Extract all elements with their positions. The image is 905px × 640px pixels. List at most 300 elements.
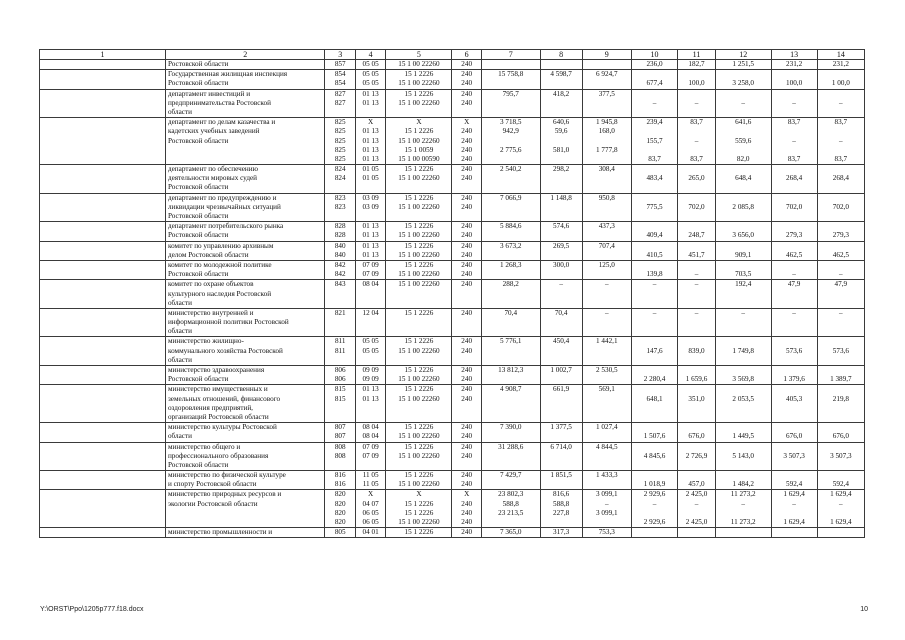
year-amount-1-cell — [540, 89, 582, 118]
year-amount-7-cell — [817, 193, 864, 222]
ministry-code: 825 — [334, 136, 346, 145]
year-amount-6 — [774, 242, 815, 251]
recipient-name: Ростовской области — [167, 270, 229, 279]
year-amount-1 — [543, 290, 580, 299]
year-amount-5-cell — [715, 89, 771, 118]
year-amount-5 — [718, 194, 769, 203]
section-code: 09 09 — [362, 366, 379, 374]
recipient-name: Государственная жилищная инспекция — [167, 70, 288, 79]
recipient-name-cell — [165, 308, 325, 337]
table-row — [40, 222, 865, 241]
column-number: 2 — [165, 50, 325, 60]
total-amount — [484, 347, 538, 356]
expense-type-code: 240 — [461, 308, 473, 317]
section-code-cell — [355, 241, 385, 260]
year-amount-3: 2 280,4 — [643, 375, 666, 384]
year-amount-2 — [585, 108, 629, 117]
year-amount-4 — [680, 509, 713, 518]
expense-type-code-cell — [452, 118, 481, 165]
target-article-code-cell — [386, 490, 452, 528]
row-number — [42, 90, 163, 99]
year-amount-1: 1 148,8 — [550, 193, 572, 202]
year-amount-6-cell — [771, 165, 817, 194]
row-number — [42, 471, 163, 480]
year-amount-6-cell — [771, 308, 817, 337]
year-amount-3-cell — [631, 89, 677, 118]
ministry-code: 806 — [334, 375, 346, 384]
year-amount-6-cell — [771, 70, 817, 89]
year-amount-6 — [774, 461, 815, 470]
recipient-name: департамент инвестиций и — [167, 89, 251, 98]
page-number: 10 — [860, 606, 868, 613]
year-amount-7 — [820, 366, 862, 375]
section-code: 08 04 — [362, 423, 379, 432]
ministry-code-cell — [325, 385, 355, 423]
year-amount-5: 82,0 — [736, 154, 750, 163]
recipient-name: области — [167, 355, 192, 364]
row-number — [42, 327, 163, 336]
year-amount-5: – — [741, 308, 745, 317]
total-amount-cell — [481, 60, 540, 70]
year-amount-6-cell — [771, 528, 817, 538]
expense-type-code-cell — [452, 337, 481, 366]
recipient-name: Ростовской области — [167, 183, 229, 192]
target-article-code: 15 1 00 22260 — [398, 136, 440, 145]
row-number-cell — [40, 385, 166, 423]
recipient-name-cell — [165, 423, 325, 442]
total-amount-cell — [481, 337, 540, 366]
total-amount-cell — [481, 118, 540, 165]
row-number — [42, 231, 163, 240]
year-amount-3-cell — [631, 193, 677, 222]
year-amount-4-cell — [678, 222, 716, 241]
year-amount-1 — [543, 270, 580, 279]
year-amount-1 — [543, 404, 580, 413]
year-amount-3: 139,8 — [646, 270, 663, 279]
year-amount-3 — [634, 404, 675, 413]
year-amount-3: 83,7 — [648, 154, 661, 163]
year-amount-1 — [543, 212, 580, 221]
column-number: 14 — [817, 50, 864, 60]
expense-type-code: 240 — [461, 165, 473, 174]
year-amount-3 — [634, 165, 675, 174]
ministry-code-cell — [325, 89, 355, 118]
year-amount-1 — [543, 203, 580, 212]
year-amount-4: 1 659,6 — [685, 375, 708, 384]
total-amount — [484, 270, 538, 279]
target-article-code: 15 1 2226 — [404, 260, 434, 269]
year-amount-5: 2 085,8 — [732, 202, 754, 211]
column-number: 4 — [355, 50, 385, 60]
section-code: 01 13 — [362, 385, 379, 394]
table-row — [40, 528, 865, 538]
year-amount-5: 1 749,8 — [732, 346, 754, 355]
column-number: 13 — [771, 50, 817, 60]
year-amount-5: 1 251,5 — [732, 60, 754, 68]
ministry-code: 842 — [334, 270, 346, 279]
year-amount-5-cell — [715, 366, 771, 385]
target-article-code-cell — [386, 337, 452, 366]
ministry-code: 827 — [334, 89, 346, 98]
year-amount-6: 83,7 — [787, 154, 801, 163]
year-amount-1 — [543, 347, 580, 356]
year-amount-6-cell — [771, 366, 817, 385]
year-amount-4-cell — [678, 366, 716, 385]
expense-type-code: 240 — [461, 480, 473, 489]
target-article-code-cell — [386, 241, 452, 260]
year-amount-6: 231,2 — [786, 60, 803, 68]
row-number — [42, 70, 163, 79]
section-code-cell — [355, 337, 385, 366]
year-amount-6: 405,3 — [786, 394, 803, 403]
section-code-cell — [355, 280, 385, 309]
year-amount-5 — [718, 165, 769, 174]
target-article-code: 15 1 2226 — [404, 508, 434, 517]
year-amount-7-cell — [817, 260, 864, 279]
year-amount-5-cell — [715, 442, 771, 471]
year-amount-5-cell — [715, 193, 771, 222]
recipient-name — [168, 155, 323, 164]
target-article-code: 15 1 2226 — [404, 442, 434, 451]
section-code: 07 09 — [362, 451, 379, 460]
year-amount-3 — [634, 299, 675, 308]
total-amount — [484, 231, 538, 240]
table-row — [40, 118, 865, 165]
year-amount-4: 702,0 — [688, 202, 705, 211]
year-amount-6: 279,3 — [786, 231, 803, 240]
ministry-code: 805 — [334, 528, 346, 537]
year-amount-5 — [718, 183, 769, 192]
year-amount-3 — [634, 261, 675, 270]
year-amount-4 — [680, 183, 713, 192]
year-amount-3: 147,6 — [646, 346, 663, 355]
year-amount-3-cell — [631, 308, 677, 337]
year-amount-6 — [774, 212, 815, 221]
target-article-code — [388, 404, 449, 413]
year-amount-1: 588,8 — [553, 499, 570, 508]
year-amount-1 — [543, 452, 580, 461]
recipient-name-cell — [165, 118, 325, 165]
year-amount-6-cell — [771, 60, 817, 70]
year-amount-4-cell — [678, 423, 716, 442]
row-number — [42, 251, 163, 260]
year-amount-6: 592,4 — [786, 480, 803, 489]
year-amount-1 — [543, 395, 580, 404]
target-article-code: 15 1 2226 — [404, 165, 434, 174]
row-number-cell — [40, 308, 166, 337]
year-amount-1-cell — [540, 337, 582, 366]
recipient-name: Ростовской области — [167, 60, 229, 68]
year-amount-2 — [585, 270, 629, 279]
year-amount-7 — [820, 222, 862, 231]
year-amount-5 — [718, 290, 769, 299]
year-amount-6 — [774, 471, 815, 480]
recipient-name: комитет по управлению архивным — [167, 241, 274, 250]
recipient-name-cell — [165, 490, 325, 528]
year-amount-7 — [820, 385, 862, 394]
target-article-code-cell — [386, 366, 452, 385]
expense-type-code: 240 — [461, 518, 473, 526]
year-amount-3 — [634, 183, 675, 192]
year-amount-2: 3 099,1 — [595, 490, 618, 499]
total-amount-cell — [481, 165, 540, 194]
recipient-name-cell — [165, 260, 325, 279]
row-number-cell — [40, 89, 166, 118]
year-amount-5: 703,5 — [735, 270, 752, 279]
recipient-name: министерство природных ресурсов и — [167, 490, 282, 499]
expense-type-code: 240 — [461, 471, 473, 480]
year-amount-6 — [774, 327, 815, 336]
document-page — [39, 49, 865, 538]
year-amount-7: 592,4 — [832, 480, 849, 489]
total-amount: 15 758,8 — [498, 70, 524, 79]
column-number: 11 — [678, 50, 716, 60]
year-amount-6 — [774, 90, 815, 99]
column-number: 5 — [386, 50, 452, 60]
year-amount-1: 227,8 — [553, 508, 570, 517]
year-amount-1-cell — [540, 260, 582, 279]
recipient-name-cell — [165, 241, 325, 260]
year-amount-4 — [680, 337, 713, 346]
expense-type-code — [454, 404, 478, 413]
ministry-code — [327, 183, 352, 192]
row-number-cell — [40, 528, 166, 538]
total-amount-cell — [481, 70, 540, 89]
total-amount-cell — [481, 442, 540, 471]
year-amount-2 — [585, 518, 629, 527]
year-amount-5 — [718, 404, 769, 413]
year-amount-5 — [718, 471, 769, 480]
recipient-name: департамент по предупреждению и — [167, 193, 277, 202]
section-code-cell — [355, 490, 385, 528]
total-amount: 7 390,0 — [499, 423, 522, 432]
section-code: 03 09 — [362, 202, 379, 211]
year-amount-6: 83,7 — [787, 118, 801, 127]
ministry-code — [327, 318, 352, 327]
year-amount-5 — [718, 299, 769, 308]
recipient-name-cell — [165, 280, 325, 309]
expense-type-code: 240 — [461, 145, 473, 154]
year-amount-5 — [718, 90, 769, 99]
year-amount-7-cell — [817, 222, 864, 241]
row-number — [42, 318, 163, 327]
table-row — [40, 471, 865, 490]
year-amount-2: – — [604, 280, 609, 289]
year-amount-3 — [634, 146, 675, 155]
row-number — [42, 79, 163, 88]
ministry-code: 825 — [334, 145, 346, 154]
recipient-name: профессионального образования — [167, 451, 269, 460]
target-article-code-cell — [386, 260, 452, 279]
year-amount-3-cell — [631, 70, 677, 89]
year-amount-6-cell — [771, 490, 817, 528]
expense-type-code-cell — [452, 70, 481, 89]
year-amount-1: 581,0 — [553, 145, 570, 154]
year-amount-1-cell — [540, 165, 582, 194]
target-article-code-cell — [386, 528, 452, 538]
year-amount-5 — [718, 385, 769, 394]
year-amount-1-cell — [540, 471, 582, 490]
year-amount-1-cell — [540, 442, 582, 471]
section-code-cell — [355, 222, 385, 241]
year-amount-4-cell — [678, 89, 716, 118]
recipient-name: области — [167, 107, 192, 116]
ministry-code-cell — [325, 193, 355, 222]
target-article-code: 15 1 00 22260 — [398, 98, 440, 107]
ministry-code — [327, 108, 352, 117]
row-number-cell — [40, 442, 166, 471]
year-amount-3 — [634, 461, 675, 470]
total-amount: 13 812,3 — [498, 366, 524, 374]
section-code — [358, 290, 383, 299]
year-amount-1-cell — [540, 60, 582, 70]
recipient-name: кадетских учебных заведений — [167, 127, 260, 136]
year-amount-5: 3 258,0 — [732, 79, 754, 88]
total-amount — [484, 318, 538, 327]
year-amount-2 — [585, 452, 629, 461]
target-article-code: 15 1 2226 — [404, 193, 434, 202]
row-number — [42, 490, 163, 499]
year-amount-1 — [543, 461, 580, 470]
expense-type-code: 240 — [461, 60, 473, 68]
recipient-name-cell — [165, 60, 325, 70]
year-amount-7-cell — [817, 308, 864, 337]
expense-type-code: X — [464, 118, 470, 127]
recipient-name-cell — [165, 471, 325, 490]
recipient-name — [168, 518, 323, 527]
year-amount-1 — [543, 183, 580, 192]
recipient-name — [168, 146, 323, 155]
total-amount: 5 884,6 — [499, 222, 522, 231]
year-amount-6: 1 629,4 — [783, 518, 805, 526]
target-article-code — [388, 290, 449, 299]
expense-type-code: 240 — [461, 366, 473, 374]
year-amount-7: – — [839, 270, 843, 279]
total-amount — [484, 518, 538, 527]
year-amount-2: 753,3 — [598, 528, 615, 537]
expense-type-code: 240 — [461, 231, 473, 240]
section-code: 01 13 — [362, 136, 379, 145]
expense-type-code: 240 — [461, 174, 473, 183]
year-amount-4: 100,0 — [688, 79, 705, 88]
year-amount-5: 909,1 — [735, 250, 752, 259]
year-amount-3: 236,0 — [646, 60, 663, 68]
year-amount-3: 409,4 — [646, 231, 663, 240]
year-amount-6: – — [792, 270, 796, 279]
year-amount-7-cell — [817, 366, 864, 385]
year-amount-6 — [774, 222, 815, 231]
section-code: 08 04 — [362, 432, 379, 441]
year-amount-6: – — [792, 136, 796, 145]
year-amount-6 — [774, 366, 815, 375]
year-amount-3-cell — [631, 366, 677, 385]
section-code — [358, 356, 383, 365]
year-amount-7 — [820, 70, 862, 79]
year-amount-7 — [820, 183, 862, 192]
section-code: 11 05 — [362, 471, 379, 480]
expense-type-code-cell — [452, 260, 481, 279]
year-amount-3-cell — [631, 241, 677, 260]
year-amount-6 — [774, 528, 815, 537]
section-code: 05 05 — [362, 70, 379, 79]
row-number-cell — [40, 60, 166, 70]
row-number — [42, 212, 163, 221]
year-amount-3 — [634, 337, 675, 346]
year-amount-1: 661,9 — [553, 385, 570, 394]
year-amount-5: 648,4 — [735, 174, 752, 183]
recipient-name: и спорту Ростовской области — [167, 480, 257, 489]
ministry-code — [327, 413, 352, 422]
year-amount-7-cell — [817, 490, 864, 528]
recipient-name-cell — [165, 193, 325, 222]
year-amount-4 — [680, 90, 713, 99]
section-code-cell — [355, 260, 385, 279]
section-code: 09 09 — [362, 375, 379, 384]
section-code-cell — [355, 308, 385, 337]
year-amount-6-cell — [771, 442, 817, 471]
year-amount-4: 351,0 — [688, 394, 705, 403]
recipient-name-cell — [165, 70, 325, 89]
ministry-code-cell — [325, 423, 355, 442]
total-amount: 795,7 — [502, 89, 519, 98]
expense-type-code: 240 — [461, 127, 473, 136]
year-amount-3: 239,4 — [646, 118, 663, 127]
year-amount-1: 1 851,5 — [550, 471, 572, 480]
year-amount-7-cell — [817, 337, 864, 366]
target-article-code: 15 1 00 22260 — [398, 60, 440, 68]
total-amount-cell — [481, 241, 540, 260]
ministry-code: 825 — [334, 118, 346, 127]
row-number — [42, 174, 163, 183]
year-amount-1: 1 002,7 — [550, 366, 572, 374]
section-code: 01 13 — [362, 231, 379, 240]
year-amount-7: 1 629,4 — [830, 518, 852, 526]
row-number-cell — [40, 260, 166, 279]
year-amount-7 — [820, 404, 862, 413]
year-amount-6 — [774, 413, 815, 422]
row-number-cell — [40, 423, 166, 442]
row-number — [42, 280, 163, 289]
recipient-name: организаций Ростовской области — [167, 412, 269, 421]
ministry-code — [327, 356, 352, 365]
year-amount-5: 192,4 — [735, 280, 752, 289]
target-article-code: 15 1 00 22260 — [398, 250, 440, 259]
year-amount-5 — [718, 327, 769, 336]
row-number — [42, 203, 163, 212]
year-amount-4: – — [694, 308, 699, 317]
row-number — [42, 194, 163, 203]
year-amount-4 — [680, 443, 713, 452]
total-amount — [484, 79, 538, 88]
year-amount-2: 1 777,8 — [595, 145, 618, 154]
year-amount-3-cell — [631, 490, 677, 528]
total-amount: 2 540,2 — [499, 165, 522, 174]
year-amount-2 — [585, 231, 629, 240]
ministry-code: 820 — [334, 508, 346, 517]
year-amount-6-cell — [771, 118, 817, 165]
year-amount-3: – — [652, 280, 657, 289]
total-amount: 7 429,7 — [499, 471, 522, 480]
column-number: 10 — [631, 50, 677, 60]
expense-type-code — [454, 299, 478, 308]
row-number — [42, 443, 163, 452]
year-amount-2-cell — [582, 193, 631, 222]
year-amount-4: 839,0 — [688, 346, 705, 355]
row-number — [42, 165, 163, 174]
year-amount-1-cell — [540, 280, 582, 309]
ministry-code-cell — [325, 528, 355, 538]
year-amount-1 — [543, 251, 580, 260]
